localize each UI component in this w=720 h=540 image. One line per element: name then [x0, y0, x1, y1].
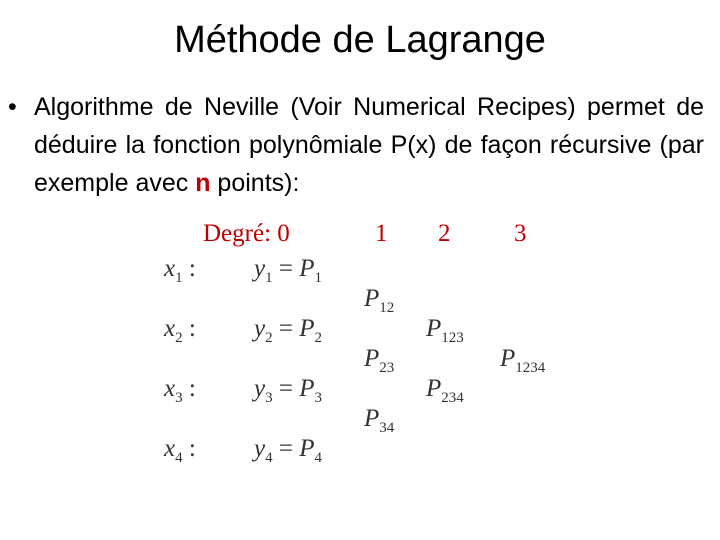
degree-label-0: Degré: 0 [203, 220, 290, 247]
bullet-emphasis-n: n [195, 169, 211, 197]
y-equals-p-4: $y_4 = P_4$ [254, 435, 322, 466]
x-label-4: $x_4$ : [164, 435, 196, 466]
bullet-dot: • [8, 93, 17, 121]
slide-title: Méthode de Lagrange [174, 19, 546, 61]
bullet-text-end: points): [210, 169, 300, 197]
x-label-1: $x_1$ : [164, 255, 196, 286]
degree-label-1: 1 [375, 220, 388, 247]
p-34: $P_{34}$ [364, 405, 395, 436]
bullet-text [34, 88, 704, 202]
bullet-point [8, 88, 704, 202]
x-label-3: $x_3$ : [164, 375, 196, 406]
x-label-2: $x_2$ : [164, 315, 196, 346]
p-23: $P_{23}$ [364, 345, 395, 376]
y-equals-p-2: $y_2 = P_2$ [254, 315, 322, 346]
p-123: $P_{123}$ [426, 315, 464, 346]
degree-label-3: 3 [514, 220, 527, 247]
degree-label-2: 2 [438, 220, 451, 247]
p-12: $P_{12}$ [364, 285, 395, 316]
p-1234: $P_{1234}$ [500, 345, 546, 376]
bullet-text-start: Algorithme de Neville (Voir Numerical Recipes) permet de déduire la fonction polynômiale P(x) de façon récursive (par exemple avec [34, 93, 704, 197]
p-234: $P_{234}$ [426, 375, 464, 406]
y-equals-p-3: $y_3 = P_3$ [254, 375, 322, 406]
y-equals-p-1: $y_1 = P_1$ [254, 255, 322, 286]
